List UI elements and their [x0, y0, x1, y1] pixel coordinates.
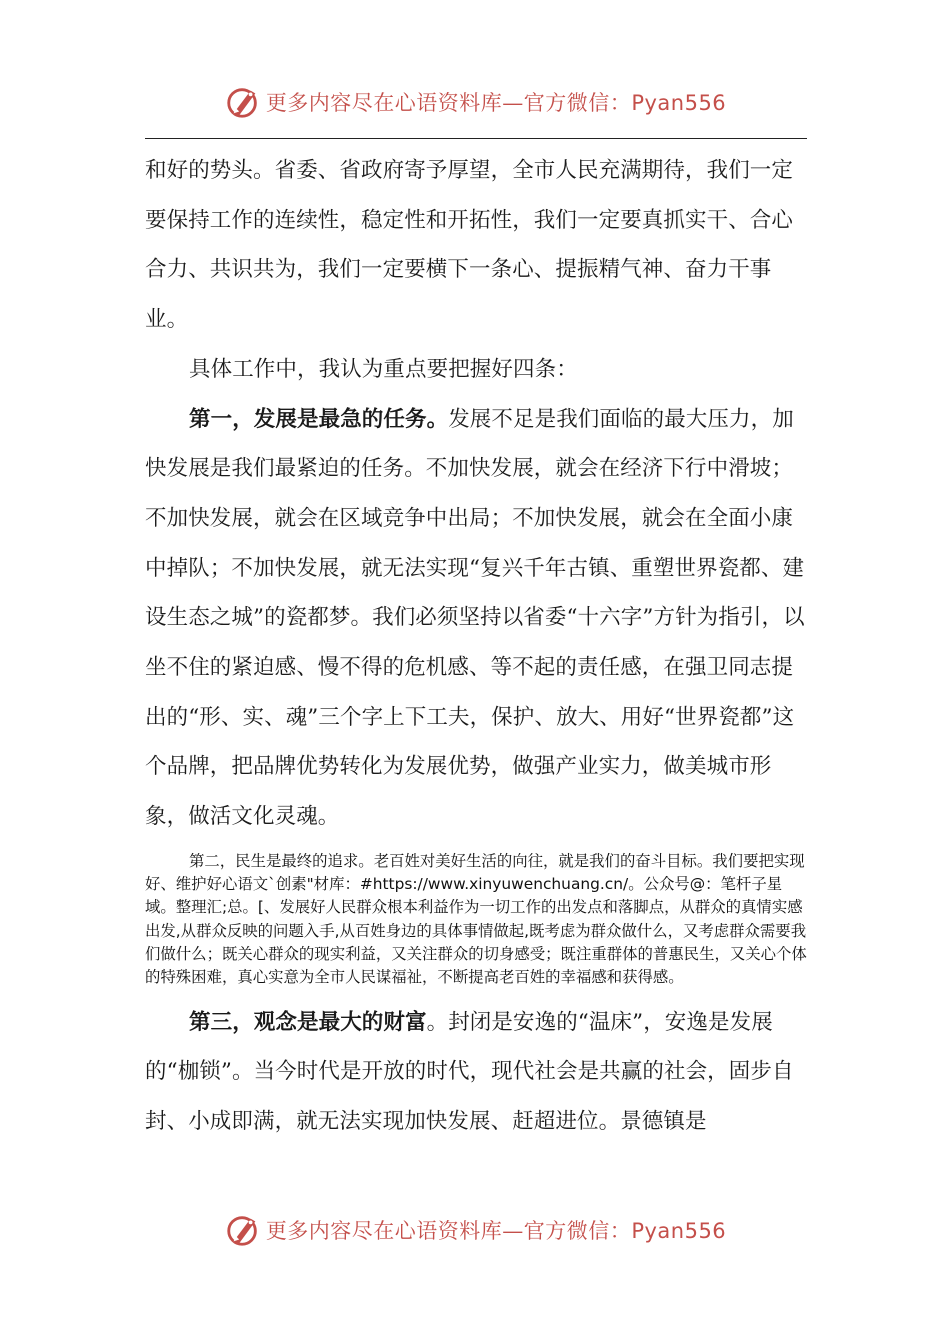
header-banner: [0, 80, 950, 124]
pen-circle-logo-icon: [224, 83, 262, 121]
paragraph-2: 具体工作中，我认为重点要把握好四条：: [189, 356, 578, 382]
paragraph-1: 和好的势头。省委、省政府寄予厚望，全市人民充满期待，我们一定要保持工作的连续性，稳定性和开拓性，我们一定要真抓实干、合心合力、共识共为，我们一定要横下一条心、提振精气神、奋力干事业。: [145, 158, 794, 333]
paragraph-5-body: 。封闭是安逸的“温床”，安逸是发展的“枷锁”。当今时代是开放的时代，现代社会是共赢的社会，固步自封、小成即满，就无法实现加快发展、赶超进位。景德镇是: [145, 1009, 794, 1135]
header-wechat-id: Pyan556: [631, 91, 727, 115]
header-text: 更多内容尽在心语资料库—官方微信：Pyan556: [265, 91, 727, 115]
paragraph-3-body: 发展不足是我们面临的最大压力，加快发展是我们最紧迫的任务。不加快发展，就会在经济下行中滑坡；不加快发展，就会在区域竞争中出局；不加快发展，就会在全面小康中掉队；不加快发展，就无法实现“复兴千年古镇、重塑世界瓷都、建设生态之城”的瓷都梦。我们必须坚持以省委“十六字”方针为指引，以坐不住的紧迫感、慢不得的危机感、等不起的责任感，在强卫同志提出的“形、实、魂”三个字上下工夫，保护、放大、用好“世界瓷都”这个品牌，把品牌优势转化为发展优势，做强产业实力，做美城市形象，做活文化灵魂。: [145, 406, 805, 830]
paragraph-4: 第二，民生是最终的追求。老百姓对美好生活的向往，就是我们的奋斗目标。我们要把实现好、维护好心语文`创素"材库：#https://www.xinyuwenchuang.cn/。公众号@：笔杆子星域。整理汇;总。[、发展好人民群众根本利益作为一切工作的出发点和落脚点，从群众的真情实感出发,从群众反映的问题入手,从百姓身边的具体事情做起,既考虑为群众做什么，又考虑群众需要我们做什么；既关心群众的现实利益，又关注群众的切身感受；既注重群体的普惠民生，又关心个体的特殊困难，真心实意为全市人民谋福祉，不断提高老百姓的幸福感和获得感。: [145, 851, 807, 987]
footer-text: 更多内容尽在心语资料库—官方微信：Pyan556: [265, 1219, 727, 1243]
paragraph-3-lead: 第一，发展是最急的任务。: [189, 406, 449, 432]
paragraph-5-lead: 第三，观念是最大的财富: [189, 1009, 427, 1035]
pen-circle-logo-icon: [224, 1211, 262, 1249]
footer-banner: [0, 1208, 950, 1252]
paragraph-5: [145, 998, 810, 1147]
footer-wechat-id: Pyan556: [631, 1219, 727, 1243]
paragraph-3: [145, 395, 810, 842]
header-divider: [145, 138, 807, 139]
document-body: [145, 146, 810, 1147]
